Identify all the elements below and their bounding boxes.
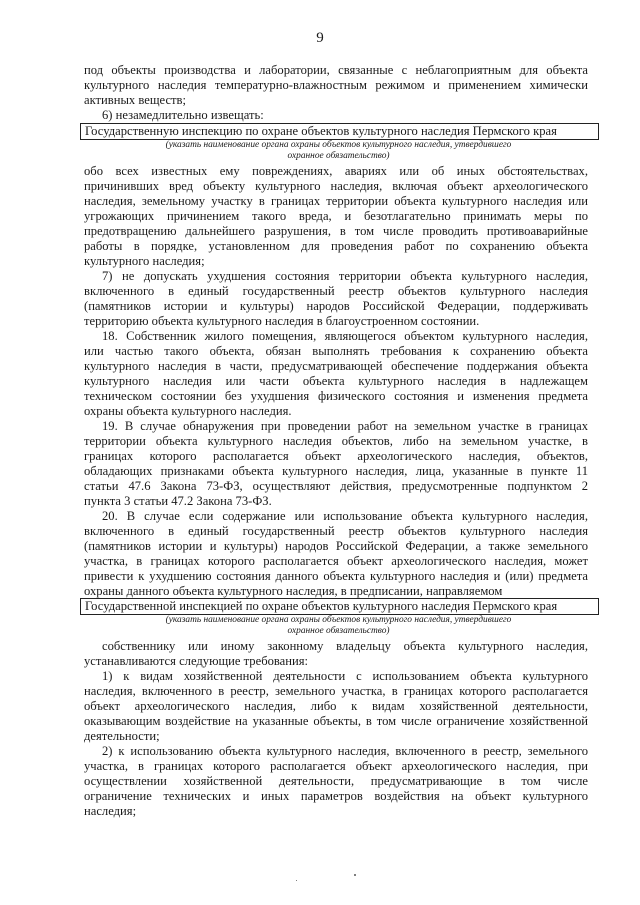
text-line: культурного наследия или части объекта культурного наследия в надлежащем [84, 374, 588, 388]
text-line: или частью такого объекта, обязан выполнять требования к сохранению объекта [84, 344, 588, 358]
text-line: включенного в единый государственный реестр объектов культурного наследия [84, 524, 588, 538]
text-line: работы в порядке, установленном для проведения работ по сохранению объекта [84, 239, 588, 253]
text-line: наследия; [84, 804, 137, 818]
field-caption: охранное обязательство) [287, 626, 390, 636]
text-line: привести к ухудшению состояния данного объекта культурного наследия и (или) предмета [84, 569, 588, 583]
field-caption: охранное обязательство) [287, 151, 390, 161]
authority-field [80, 598, 599, 615]
text-line: обладающих признаками объекта культурного наследия, лица, указанные в пункте 11 [84, 464, 588, 478]
text-line: 19. В случае обнаружения при проведении работ на земельном участке в границах [102, 419, 588, 433]
text-line: деятельности; [84, 729, 160, 743]
text-line: наследия, включенного в реестр, земельного участка, в границах которого располагается [84, 684, 588, 698]
text-line: собственнику или иному законному владельцу объекта культурного наследия, [102, 639, 588, 653]
text-line: оказывающим воздействие на указанные объекты, в том числе ограничение хозяйственной [84, 714, 588, 728]
text-line: участка, в границах которого располагается объект археологического наследия, может [84, 554, 588, 568]
text-line: охраны объекта культурного наследия. [84, 404, 292, 418]
text-line: 6) незамедлительно извещать: [102, 108, 264, 122]
text-line: включенного в единый государственный реестр объектов культурного наследия [84, 284, 588, 298]
text-line: предотвращению дальнейшего разрушения, в том числе проводить противоаварийные [84, 224, 588, 238]
text-line: (памятников истории и культуры) народов Российской Федерации, а также земельного [84, 539, 588, 553]
text-line: наследия, земельному участку в границах территории объекта культурного наследия или [84, 194, 588, 208]
scan-speck [354, 874, 356, 876]
text-line: статьи 47.6 Закона 73-ФЗ, осуществляют действия, предусмотренные подпунктом 2 [84, 479, 588, 493]
text-line: (памятников истории и культуры) народов Российской Федерации, поддерживать [84, 299, 588, 313]
text-line: территорию объекта культурного наследия в благоустроенном состоянии. [84, 314, 480, 328]
text-line: участка, в границах которого располагается объект археологического наследия, при [84, 759, 588, 773]
page-number: 9 [316, 30, 324, 46]
text-line: пункта 3 статьи 47.2 Закона 73-ФЗ. [84, 494, 272, 508]
text-line: угрожающих причинением такого вреда, и безотлагательно принимать меры по [84, 209, 588, 223]
text-line: ограничение технических и иных параметров воздействия на объект культурного [84, 789, 588, 803]
text-line: культурного наследия в части, предусматривающей обеспечение поддержания объекта [84, 359, 588, 373]
text-line: причинивших вред объекту культурного наследия, включая объект археологического [84, 179, 588, 193]
text-line: границах которого располагается объект археологического наследия, объектов, [84, 449, 588, 463]
scan-speck [296, 880, 297, 881]
field-caption: (указать наименование органа охраны объектов культурного наследия, утвердившего [165, 140, 512, 150]
text-line: 1) к видам хозяйственной деятельности с использованием объекта культурного [102, 669, 588, 683]
text-line: 2) к использованию объекта культурного наследия, включенного в реестр, земельного [102, 744, 588, 758]
text-line: объект археологического наследия, либо к видам хозяйственной деятельности, [84, 699, 588, 713]
authority-field-value: Государственную инспекцию по охране объектов культурного наследия Пермского края [85, 124, 557, 138]
text-line: культурного наследия температурно-влажностным режимом и применением химически [84, 78, 588, 92]
text-line: охраны данного объекта культурного наследия, в предписании, направляемом [84, 584, 503, 598]
text-line: обо всех известных ему повреждениях, авариях или об иных обстоятельствах, [84, 164, 588, 178]
text-line: техническом состоянии без ухудшения физического состояния и изменения предмета [84, 389, 588, 403]
authority-field [80, 123, 599, 140]
authority-field-value: Государственной инспекцией по охране объектов культурного наследия Пермского края [85, 599, 558, 613]
text-line: под объекты производства и лаборатории, связанные с неблагоприятным для объекта [84, 63, 588, 77]
text-line: 7) не допускать ухудшения состояния территории объекта культурного наследия, [102, 269, 588, 283]
field-caption: (указать наименование органа охраны объектов культурного наследия, утвердившего [165, 615, 512, 625]
text-line: осуществлении хозяйственной деятельности, предусматривающие в том числе [84, 774, 588, 788]
text-line: устанавливаются следующие требования: [84, 654, 309, 668]
text-line: 20. В случае если содержание или использование объекта культурного наследия, [102, 509, 588, 523]
text-line: культурного наследия; [84, 254, 205, 268]
text-line: территории объекта культурного наследия объектов, либо на земельном участке, в [84, 434, 588, 448]
text-line: активных веществ; [84, 93, 186, 107]
text-line: 18. Собственник жилого помещения, являющегося объектом культурного наследия, [102, 329, 588, 343]
